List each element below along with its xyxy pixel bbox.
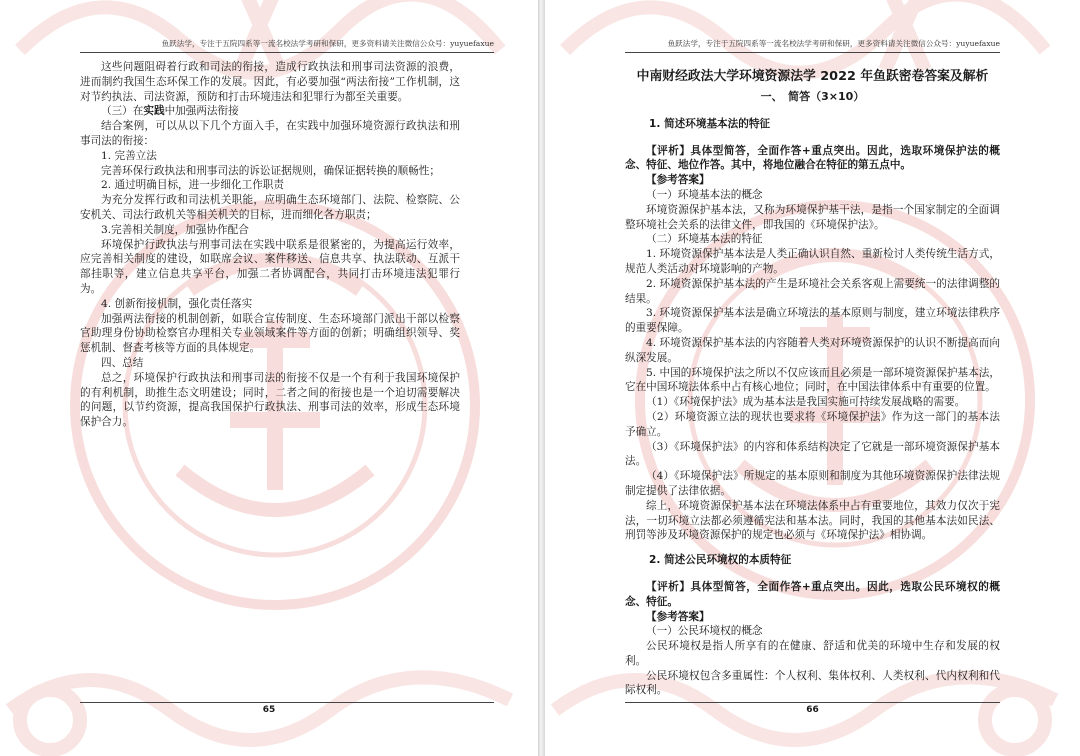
paragraph: 3. 环境资源保护基本法是确立环境法的基本原则与制度，建立环境法律秩序的重要保障。 xyxy=(625,307,1000,335)
page-66 xyxy=(545,0,1080,756)
paragraph: 这些问题阻碍着行政和司法的衔接，造成行政执法和刑事司法资源的浪费，进而制约我国生态环保工作的发展。因此，有必要加强“两法衔接”工作机制，这对节约执法、司法资源，预防和打击环境违法和犯罪行为都至关重要。 xyxy=(80,61,460,103)
subheading-text: （三）在实践中加强两法衔接 xyxy=(101,105,239,118)
answer-label: 【参考答案】 xyxy=(646,174,710,187)
footer-rule xyxy=(80,702,494,703)
section-heading: 一、 简答（3×10） xyxy=(760,90,865,103)
document-title: 中南财经政法大学环境资源法学 2022 年鱼跃密卷答案及解析 xyxy=(636,69,989,84)
list-heading: 2. 通过明确目标，进一步细化工作职责 xyxy=(101,179,284,192)
page-gutter xyxy=(538,0,545,756)
header-rule xyxy=(80,52,494,53)
answer-label: 【参考答案】 xyxy=(646,610,710,623)
paragraph: 4. 环境资源保护基本法的内容随着人类对环境资源保护的认识不断提高而向纵深发展。 xyxy=(625,336,1000,364)
paragraph: 1. 环境资源保护基本法是人类正确认识自然、重新检讨人类传统生活方式，规范人类活动对环境影响的产物。 xyxy=(625,248,1000,275)
page-number: 66 xyxy=(806,705,819,715)
paragraph: 环境保护行政执法与刑事司法在实践中联系是很紧密的，为提高运行效率，应完善相关制度的建设，如联席会议、案件移送、信息共享、执法联动、互派干部挂职等，建立信息共享平台，加强二者协调配合，共同打击环境违法犯罪行为。 xyxy=(80,238,460,295)
list-heading: 4. 创新衔接机制，强化责任落实 xyxy=(101,297,253,310)
paragraph: （3）《环境保护法》的内容和体系结构决定了它就是一部环境资源保护基本法。 xyxy=(625,440,1000,468)
subheading: （一）环境基本法的概念 xyxy=(646,188,763,201)
analysis-text: 【评析】具体型简答，全面作答+重点突出。因此，选取公民环境权的概念、特征。 xyxy=(625,580,1000,608)
list-heading: 3.完善相关制度，加强协作配合 xyxy=(101,223,249,236)
subheading: （二）环境基本法的特征 xyxy=(646,233,763,246)
left-page-body xyxy=(80,60,460,430)
paragraph: 综上，环境资源保护基本法在环境法体系中占有重要地位，其效力仅次于宪法，一切环境立法都必须遵循宪法和基本法。同时，我国的其他基本法如民法、刑罚等涉及环境资源保护的规定也必须与《环境保护法》相协调。 xyxy=(625,499,1000,542)
header-rule xyxy=(625,52,1000,53)
paragraph: 环境资源保护基本法，又称为环境保护基干法，是指一个国家制定的全面调整环境社会关系的法律文件，即我国的《环境保护法》。 xyxy=(625,203,1000,231)
paragraph: 5. 中国的环境保护法之所以不仅应该而且必须是一部环境资源保护基本法，它在中国环境法体系中占有核心地位；同时，在中国法律体系中有重要的位置。 xyxy=(625,366,1000,394)
question-heading: 1. 简述环境基本法的特征 xyxy=(649,117,771,130)
page-header: 鱼跃法学，专注于五院四系等一流名校法学考研和保研，更多资料请关注微信公众号：yuyuefaxue xyxy=(667,39,1000,48)
question-heading: 2. 简述公民环境权的本质特征 xyxy=(649,554,792,567)
paragraph: （1）《环境保护法》成为基本法是我国实施可持续发展战略的需要。 xyxy=(646,396,966,409)
paragraph: 完善环保行政执法和刑事司法的诉讼证据规则，确保证据转换的顺畅性； xyxy=(101,164,440,177)
analysis-text: 【评析】具体型简答，全面作答+重点突出。因此，选取环境保护法的概念、特征、地位作答。其中，将地位融合在特征的第五点中。 xyxy=(625,144,1000,172)
page-header: 鱼跃法学，专注于五院四系等一流名校法学考研和保研，更多资料请关注微信公众号：yuyuefaxue xyxy=(161,39,494,48)
paragraph: （2）环境资源立法的现状也要求将《环境保护法》作为这一部门的基本法予确立。 xyxy=(625,410,1000,438)
right-page-body xyxy=(625,60,1000,698)
subheading xyxy=(80,104,460,119)
section-heading: 四、总结 xyxy=(101,356,144,369)
paragraph: 加强两法衔接的机制创新，如联合宣传制度、生态环境部门派出干部以检察官助理身份协助检察官办理相关专业领域案件等方面的创新；明确组织领导、奖惩机制、督查考核等方面的具体规定。 xyxy=(80,312,460,355)
paragraph: 2. 环境资源保护基本法的产生是环境社会关系客观上需要统一的法律调整的结果。 xyxy=(625,277,1000,305)
paragraph: 总之，环境保护行政执法和刑事司法的衔接不仅是一个有利于我国环境保护的有利机制，助推生态文明建设；同时，二者之间的衔接也是一个迫切需要解决的问题，以节约资源，提高我国保护行政执法、刑事司法的效率，形成生态环境保护合力。 xyxy=(80,371,460,429)
paragraph: （4）《环境保护法》所规定的基本原则和制度为其他环境资源保护法律法规制定提供了法律依据。 xyxy=(625,470,1000,497)
bold-fragment: 实践 xyxy=(143,105,165,118)
page-number: 65 xyxy=(262,705,276,715)
paragraph: 公民环境权是指人所享有的在健康、舒适和优美的环境中生存和发展的权利。 xyxy=(625,640,1000,667)
paragraph: 公民环境权包含多重属性：个人权利、集体权利、人类权利、代内权利和代际权利。 xyxy=(625,669,1000,697)
page-65 xyxy=(0,0,538,756)
paragraph: 结合案例，可以从以下几个方面入手，在实践中加强环境资源行政执法和刑事司法的衔接： xyxy=(80,120,460,147)
subheading: （一）公民环境权的概念 xyxy=(646,625,763,638)
paragraph: 为充分发挥行政和司法机关职能，应明确生态环境部门、法院、检察院、公安机关、司法行政机关等相关机关的目标，进而细化各方职责； xyxy=(80,194,460,221)
footer-rule xyxy=(625,702,1000,703)
list-heading: 1. 完善立法 xyxy=(101,149,157,162)
watermark-bottom-icon xyxy=(0,650,538,756)
